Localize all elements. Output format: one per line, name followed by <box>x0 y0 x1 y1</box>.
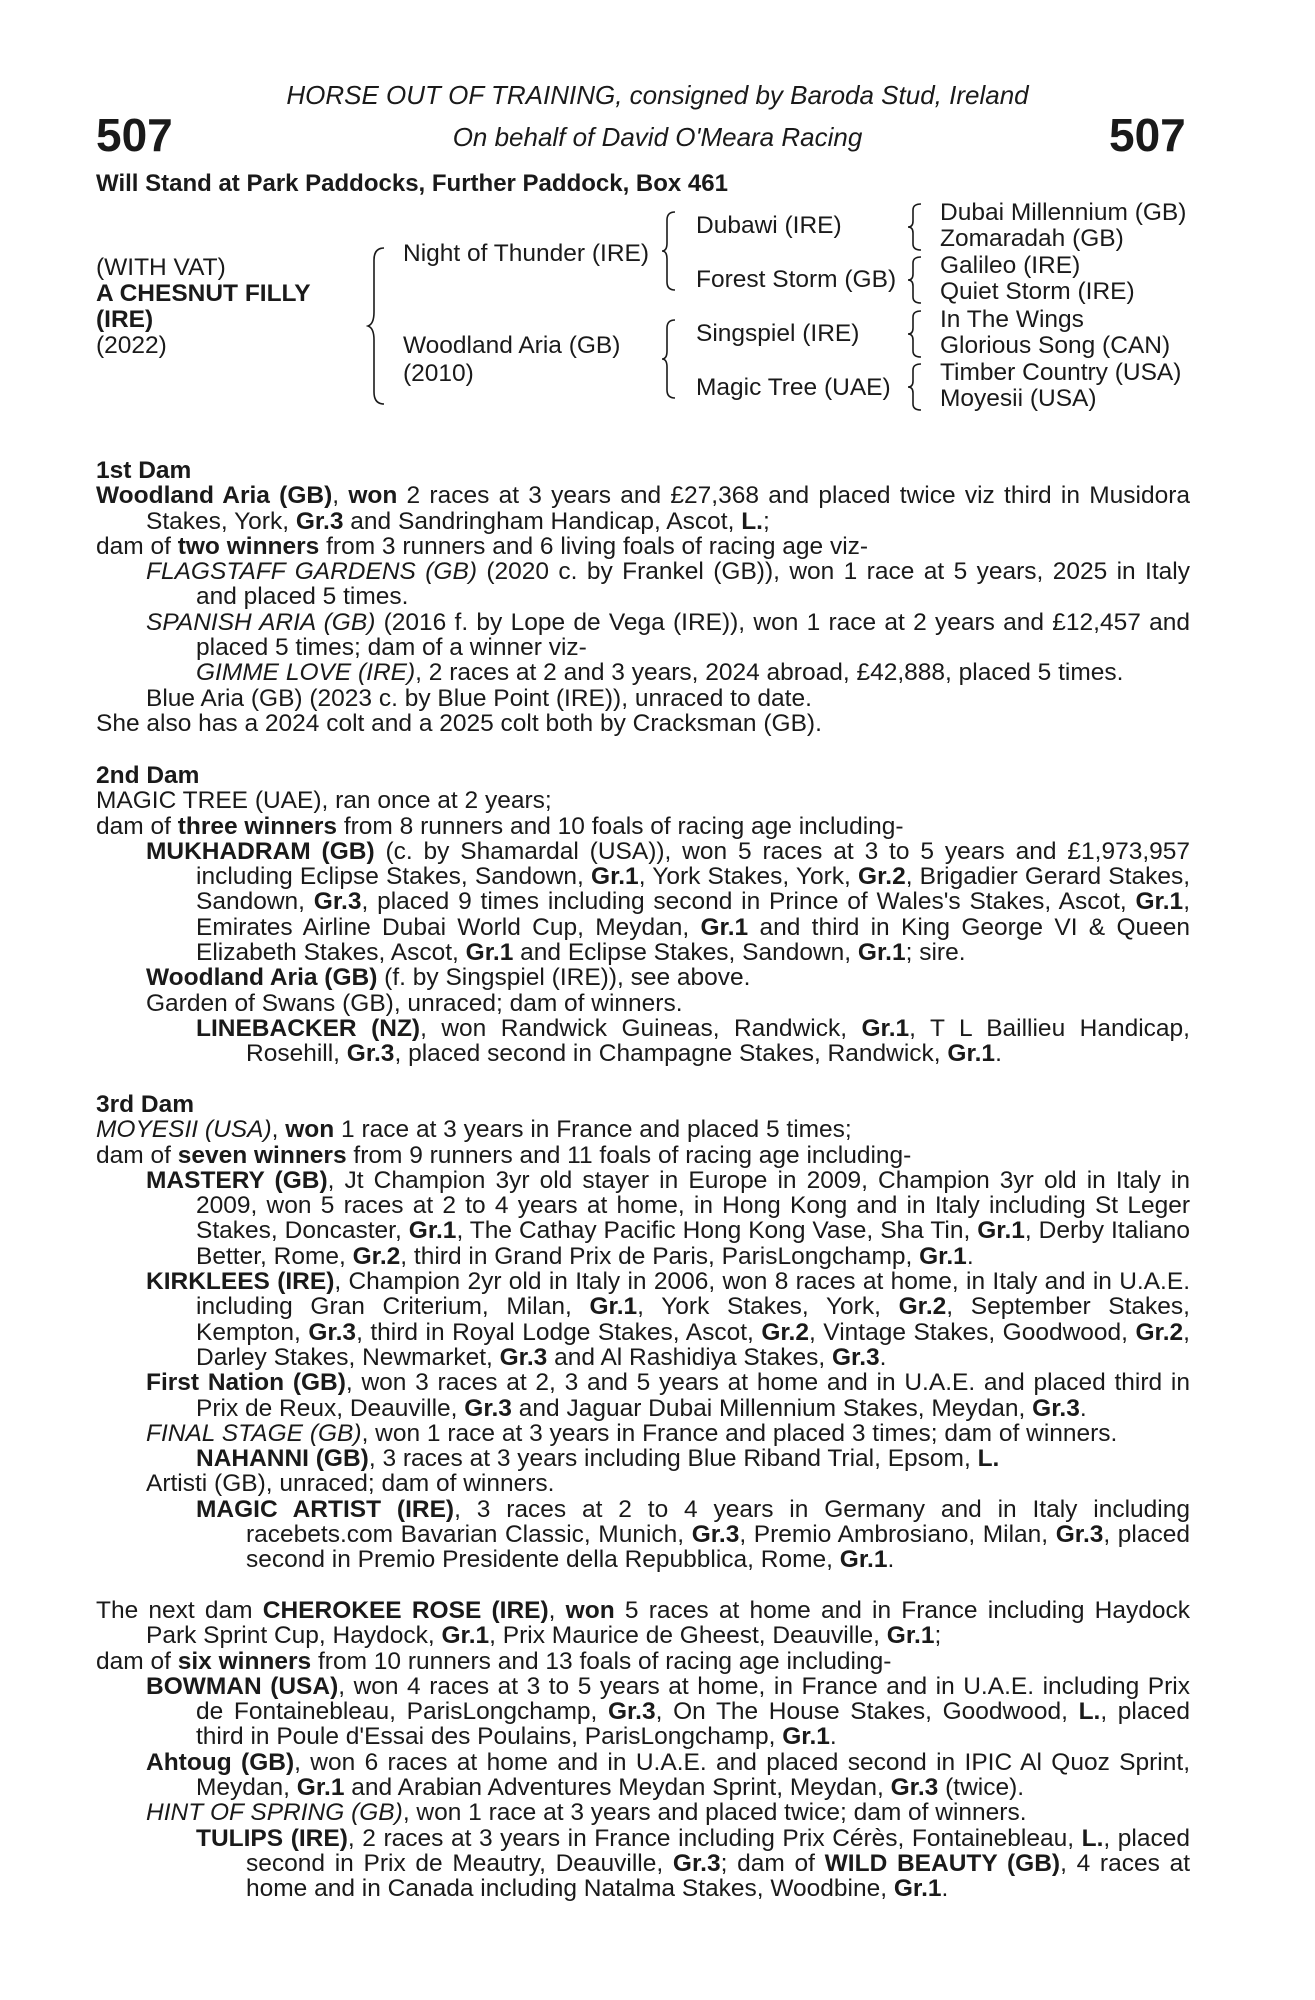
dam-paragraph: Woodland Aria (GB), won 2 races at 3 years and £27,368 and placed twice viz third in Musidora Stakes, York, Gr.3 and Sandringham Handicap, Ascot, L.; <box>96 482 1190 535</box>
ped-ssd: Zomaradah (GB) <box>940 225 1124 252</box>
produce-entry: Garden of Swans (GB), unraced; dam of winners. <box>146 989 683 1017</box>
sire-dam: Forest Storm (GB) <box>696 266 897 293</box>
on-behalf-line: On behalf of David O'Meara Racing <box>452 122 863 152</box>
dam-sire: Singspiel (IRE) <box>696 320 860 347</box>
stand-location: Will Stand at Park Paddocks, Further Paddock, Box 461 <box>96 170 728 197</box>
ped-sds: Galileo (IRE) <box>940 252 1081 279</box>
ped-dss: In The Wings <box>940 306 1084 333</box>
produce-entry: MUKHADRAM (GB) (c. by Shamardal (USA)), won 5 races at 3 to 5 years and £1,973,957 including Eclipse Stakes, Sandown, Gr.1, York Stakes, York, Gr.2, Brigadier Gerard Stakes, Sandown, Gr.3, placed 9 times including second in Prince of Wales's Stakes, Ascot, Gr.1, Emirates Airline Dubai World Cup, Meydan, Gr.1 and third in King George VI & Queen Elizabeth Stakes, Ascot, Gr.1 and Eclipse Stakes, Sandown, Gr.1; sire. <box>146 837 1191 967</box>
produce-entry: BOWMAN (USA), won 4 races at 3 to 5 years at home, in France and in U.A.E. including Prix de Fontainebleau, ParisLongchamp, Gr.3, On The House Stakes, Goodwood, L., placed third in Poule d'Essai des Poulains, ParisLongchamp, Gr.1. <box>146 1672 1191 1751</box>
produce-entry: First Nation (GB), won 3 races at 2, 3 and 5 years at home and in U.A.E. and placed third in Prix de Reux, Deauville, Gr.3 and Jaguar Dubai Millennium Stakes, Meydan, Gr.3. <box>146 1369 1190 1422</box>
produce-entry: Artisti (GB), unraced; dam of winners. <box>146 1470 555 1498</box>
sire: Night of Thunder (IRE) <box>403 240 650 267</box>
produce-entry: SPANISH ARIA (GB) (2016 f. by Lope de Vega (IRE)), won 1 race at 2 years and £12,457 and placed 5 times; dam of a winner viz- <box>146 608 1191 662</box>
ped-dsd: Glorious Song (CAN) <box>940 332 1171 359</box>
section-heading: 2nd Dam <box>96 762 200 789</box>
produce-entry: TULIPS (IRE), 2 races at 3 years in France including Prix Cérès, Fontainebleau, L., placed second in Prix de Meautry, Deauville, Gr.3; dam of WILD BEAUTY (GB), 4 races at home and in Canada including Natalma Stakes, Woodbine, Gr.1. <box>196 1824 1190 1903</box>
horse-description: A CHESNUT FILLY <box>96 280 311 307</box>
first-dam-section <box>96 458 1190 736</box>
produce-summary: dam of six winners from 10 runners and 13 foals of racing age including- <box>96 1647 892 1675</box>
ds-brace <box>906 309 926 359</box>
dd-brace <box>906 362 926 412</box>
produce-entry: HINT OF SPRING (GB), won 1 race at 3 years and placed twice; dam of winners. <box>146 1799 1027 1827</box>
ped-sdd: Quiet Storm (IRE) <box>940 278 1135 305</box>
sire-brace <box>660 210 680 292</box>
produce-summary: dam of three winners from 8 runners and 10 foals of racing age including- <box>96 812 904 840</box>
produce-entry: MAGIC ARTIST (IRE), 3 races at 2 to 4 years in Germany and in Italy including racebets.com Bavarian Classic, Munich, Gr.3, Premio Ambrosiano, Milan, Gr.3, placed second in Premio Presidente della Repubblica, Rome, Gr.1. <box>196 1495 1191 1574</box>
produce-note: She also has a 2024 colt and a 2025 colt both by Cracksman (GB). <box>96 709 822 737</box>
third-dam-section <box>96 1092 1190 1573</box>
ped-dds: Timber Country (USA) <box>940 359 1182 386</box>
produce-entry: Ahtoug (GB), won 6 races at home and in U.A.E. and placed second in IPIC Al Quoz Sprint, Meydan, Gr.1 and Arabian Adventures Meydan Sprint, Meydan, Gr.3 (twice). <box>146 1748 1190 1802</box>
ped-sss: Dubai Millennium (GB) <box>940 199 1187 226</box>
dam: Woodland Aria (GB) <box>403 332 621 359</box>
lot-number-left: 507 <box>96 109 173 161</box>
dam-paragraph: MAGIC TREE (UAE), ran once at 2 years; <box>96 787 552 815</box>
pedigree-brace <box>366 246 390 406</box>
sire-sire: Dubawi (IRE) <box>696 212 842 239</box>
horse-origin: (IRE) <box>96 306 154 333</box>
dam-paragraph: The next dam CHEROKEE ROSE (IRE), won 5 races at home and in France including Haydock Park Sprint Cup, Haydock, Gr.1, Prix Maurice de Gheest, Deauville, Gr.1; <box>96 1597 1190 1650</box>
lot-number-right: 507 <box>1109 109 1186 161</box>
section-heading: 3rd Dam <box>96 1091 195 1118</box>
dam-brace <box>660 318 680 400</box>
produce-entry: Blue Aria (GB) (2023 c. by Blue Point (IRE)), unraced to date. <box>146 684 812 712</box>
produce-summary: dam of seven winners from 9 runners and 11 foals of racing age including- <box>96 1141 912 1169</box>
ss-brace <box>906 202 926 252</box>
next-dam-section <box>96 1598 1190 1902</box>
dam-year: (2010) <box>403 360 474 387</box>
consignor-line: HORSE OUT OF TRAINING, consigned by Baroda Stud, Ireland <box>286 80 1029 110</box>
produce-entry: GIMME LOVE (IRE), 2 races at 2 and 3 years, 2024 abroad, £42,888, placed 5 times. <box>196 659 1124 687</box>
section-heading: 1st Dam <box>96 457 192 484</box>
produce-entry: LINEBACKER (NZ), won Randwick Guineas, Randwick, Gr.1, T L Baillieu Handicap, Rosehill, Gr.3, placed second in Champagne Stakes, Randwick, Gr.1. <box>196 1014 1190 1068</box>
second-dam-section <box>96 763 1190 1067</box>
produce-summary: dam of two winners from 3 runners and 6 living foals of racing age viz- <box>96 532 869 560</box>
vat-note: (WITH VAT) <box>96 254 226 281</box>
dam-dam: Magic Tree (UAE) <box>696 374 891 401</box>
produce-entry: MASTERY (GB), Jt Champion 3yr old stayer in Europe in 2009, Champion 3yr old in Italy in 2009, won 5 races at 2 to 4 years at home, in Hong Kong and in Italy including St Leger Stakes, Doncaster, Gr.1, The Cathay Pacific Hong Kong Vase, Sha Tin, Gr.1, Derby Italiano Better, Rome, Gr.2, third in Grand Prix de Paris, ParisLongchamp, Gr.1. <box>146 1166 1191 1270</box>
ped-ddd: Moyesii (USA) <box>940 385 1097 412</box>
produce-entry: FINAL STAGE (GB), won 1 race at 3 years in France and placed 3 times; dam of winners. <box>146 1419 1118 1447</box>
produce-entry: FLAGSTAFF GARDENS (GB) (2020 c. by Frankel (GB)), won 1 race at 5 years, 2025 in Italy and placed 5 times. <box>146 558 1190 611</box>
sd-brace <box>906 255 926 305</box>
foaling-year: (2022) <box>96 332 167 359</box>
dam-paragraph: MOYESII (USA), won 1 race at 3 years in France and placed 5 times; <box>96 1116 852 1144</box>
produce-entry: KIRKLEES (IRE), Champion 2yr old in Italy in 2006, won 8 races at home, in Italy and in U.A.E. including Gran Criterium, Milan, Gr.1, York Stakes, York, Gr.2, September Stakes, Kempton, Gr.3, third in Royal Lodge Stakes, Ascot, Gr.2, Vintage Stakes, Goodwood, Gr.2, Darley Stakes, Newmarket, Gr.3 and Al Rashidiya Stakes, Gr.3. <box>146 1268 1191 1371</box>
produce-entry: NAHANNI (GB), 3 races at 3 years including Blue Riband Trial, Epsom, L. <box>196 1445 1000 1473</box>
produce-entry: Woodland Aria (GB) (f. by Singspiel (IRE)), see above. <box>146 964 751 992</box>
